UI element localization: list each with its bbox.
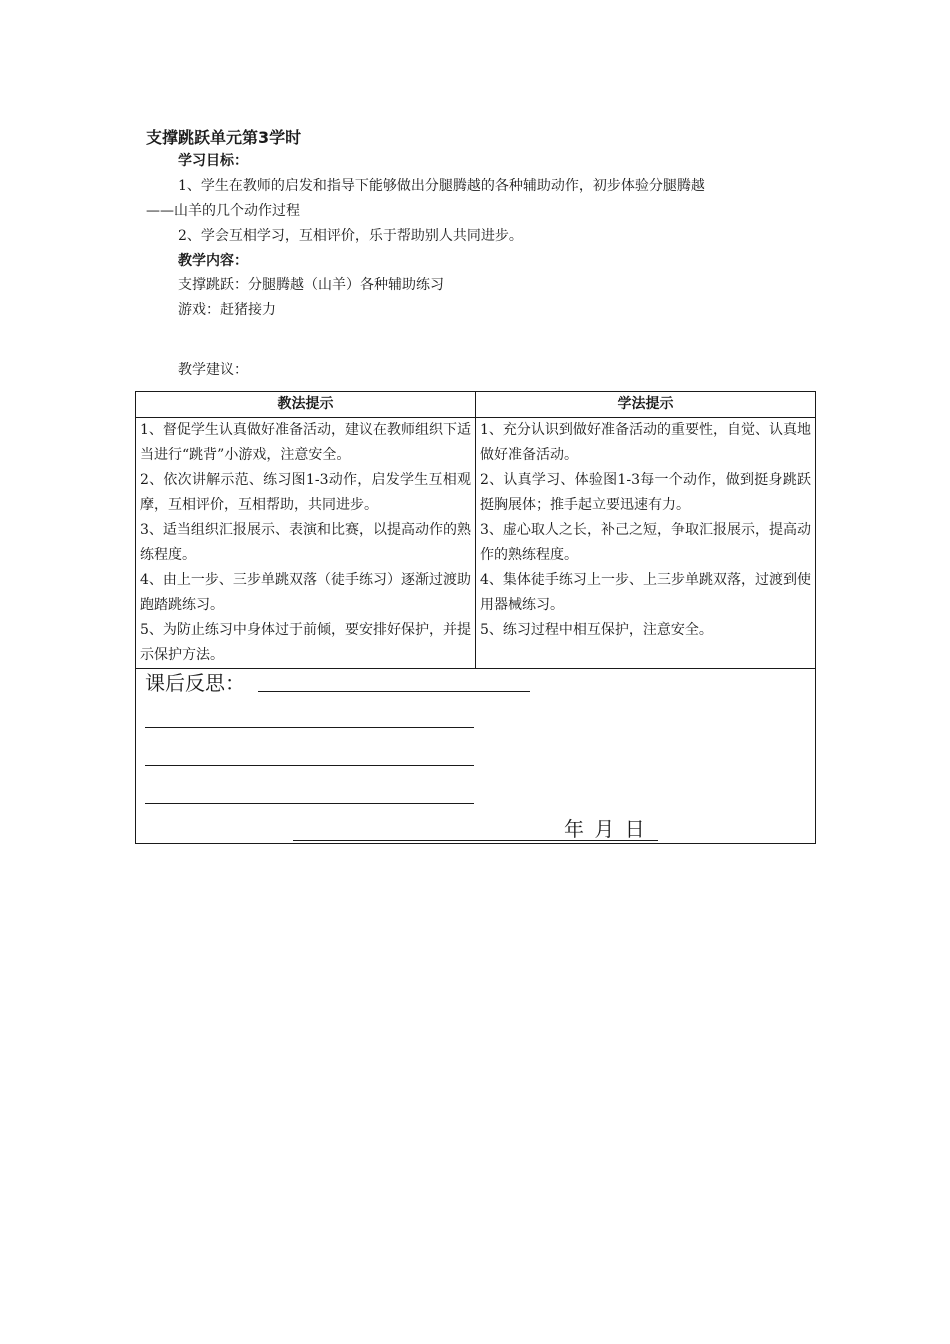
objectives-heading: 学习目标： [178, 153, 248, 169]
reflection-row [136, 669, 816, 844]
learning-tips-cell [476, 418, 816, 669]
content-line-2: 游戏：赶猪接力 [178, 302, 276, 318]
table-body-row [136, 418, 816, 669]
date-label: 年 月 日 [564, 817, 647, 841]
teaching-tip-5: 5、为防止练习中身体过于前倾，要安排好保护，并提示保护方法。 [140, 622, 471, 663]
lesson-title: 支撑跳跃单元第3学时 [146, 128, 302, 147]
teaching-tip-1: 1、督促学生认真做好准备活动，建议在教师组织下适当进行“跳背”小游戏，注意安全。 [140, 422, 471, 463]
reflection-blank-line-2 [145, 765, 474, 766]
content-line-1: 支撑跳跃：分腿腾越（山羊）各种辅助练习 [178, 277, 444, 293]
learning-tip-5: 5、练习过程中相互保护，注意安全。 [480, 622, 713, 638]
learning-tip-2: 2、认真学习、体验图1-3每一个动作，做到挺身跳跃挺胸展体；推手起立要迅速有力。 [480, 472, 811, 513]
teaching-table [135, 391, 816, 844]
teaching-tip-3: 3、适当组织汇报展示、表演和比赛，以提高动作的熟练程度。 [140, 522, 471, 563]
content-heading: 教学内容： [178, 253, 248, 269]
learning-tip-1: 1、充分认识到做好准备活动的重要性，自觉、认真地做好准备活动。 [480, 422, 811, 463]
teaching-column-header: 教法提示 [136, 392, 476, 418]
table-header-row [136, 392, 816, 418]
objective-item-2: 2、学会互相学习，互相评价，乐于帮助别人共同进步。 [178, 228, 523, 244]
reflection-blank-line-3 [145, 803, 474, 804]
learning-column-header: 学法提示 [476, 392, 816, 418]
reflection-blank-line-1 [145, 727, 474, 728]
objective-item-1-line-2: ——山羊的几个动作过程 [146, 203, 300, 219]
teaching-tip-4: 4、由上一步、三步单跳双落（徒手练习）逐渐过渡助跑踏跳练习。 [140, 572, 471, 613]
reflection-cell [136, 669, 816, 844]
teaching-tips-cell [136, 418, 476, 669]
objective-item-1-line-1: 1、学生在教师的启发和指导下能够做出分腿腾越的各种辅助动作，初步体验分腿腾越 [178, 178, 705, 194]
learning-tip-4: 4、集体徒手练习上一步、上三步单跳双落，过渡到使用器械练习。 [480, 572, 811, 613]
reflection-title-underline [258, 691, 530, 692]
learning-tip-3: 3、虚心取人之长，补己之短，争取汇报展示，提高动作的熟练程度。 [480, 522, 811, 563]
teaching-tip-2: 2、依次讲解示范、练习图1-3动作，启发学生互相观摩，互相评价，互相帮助，共同进步。 [140, 472, 471, 513]
reflection-label: 课后反思： [145, 671, 245, 695]
suggestion-label: 教学建议： [178, 362, 248, 378]
